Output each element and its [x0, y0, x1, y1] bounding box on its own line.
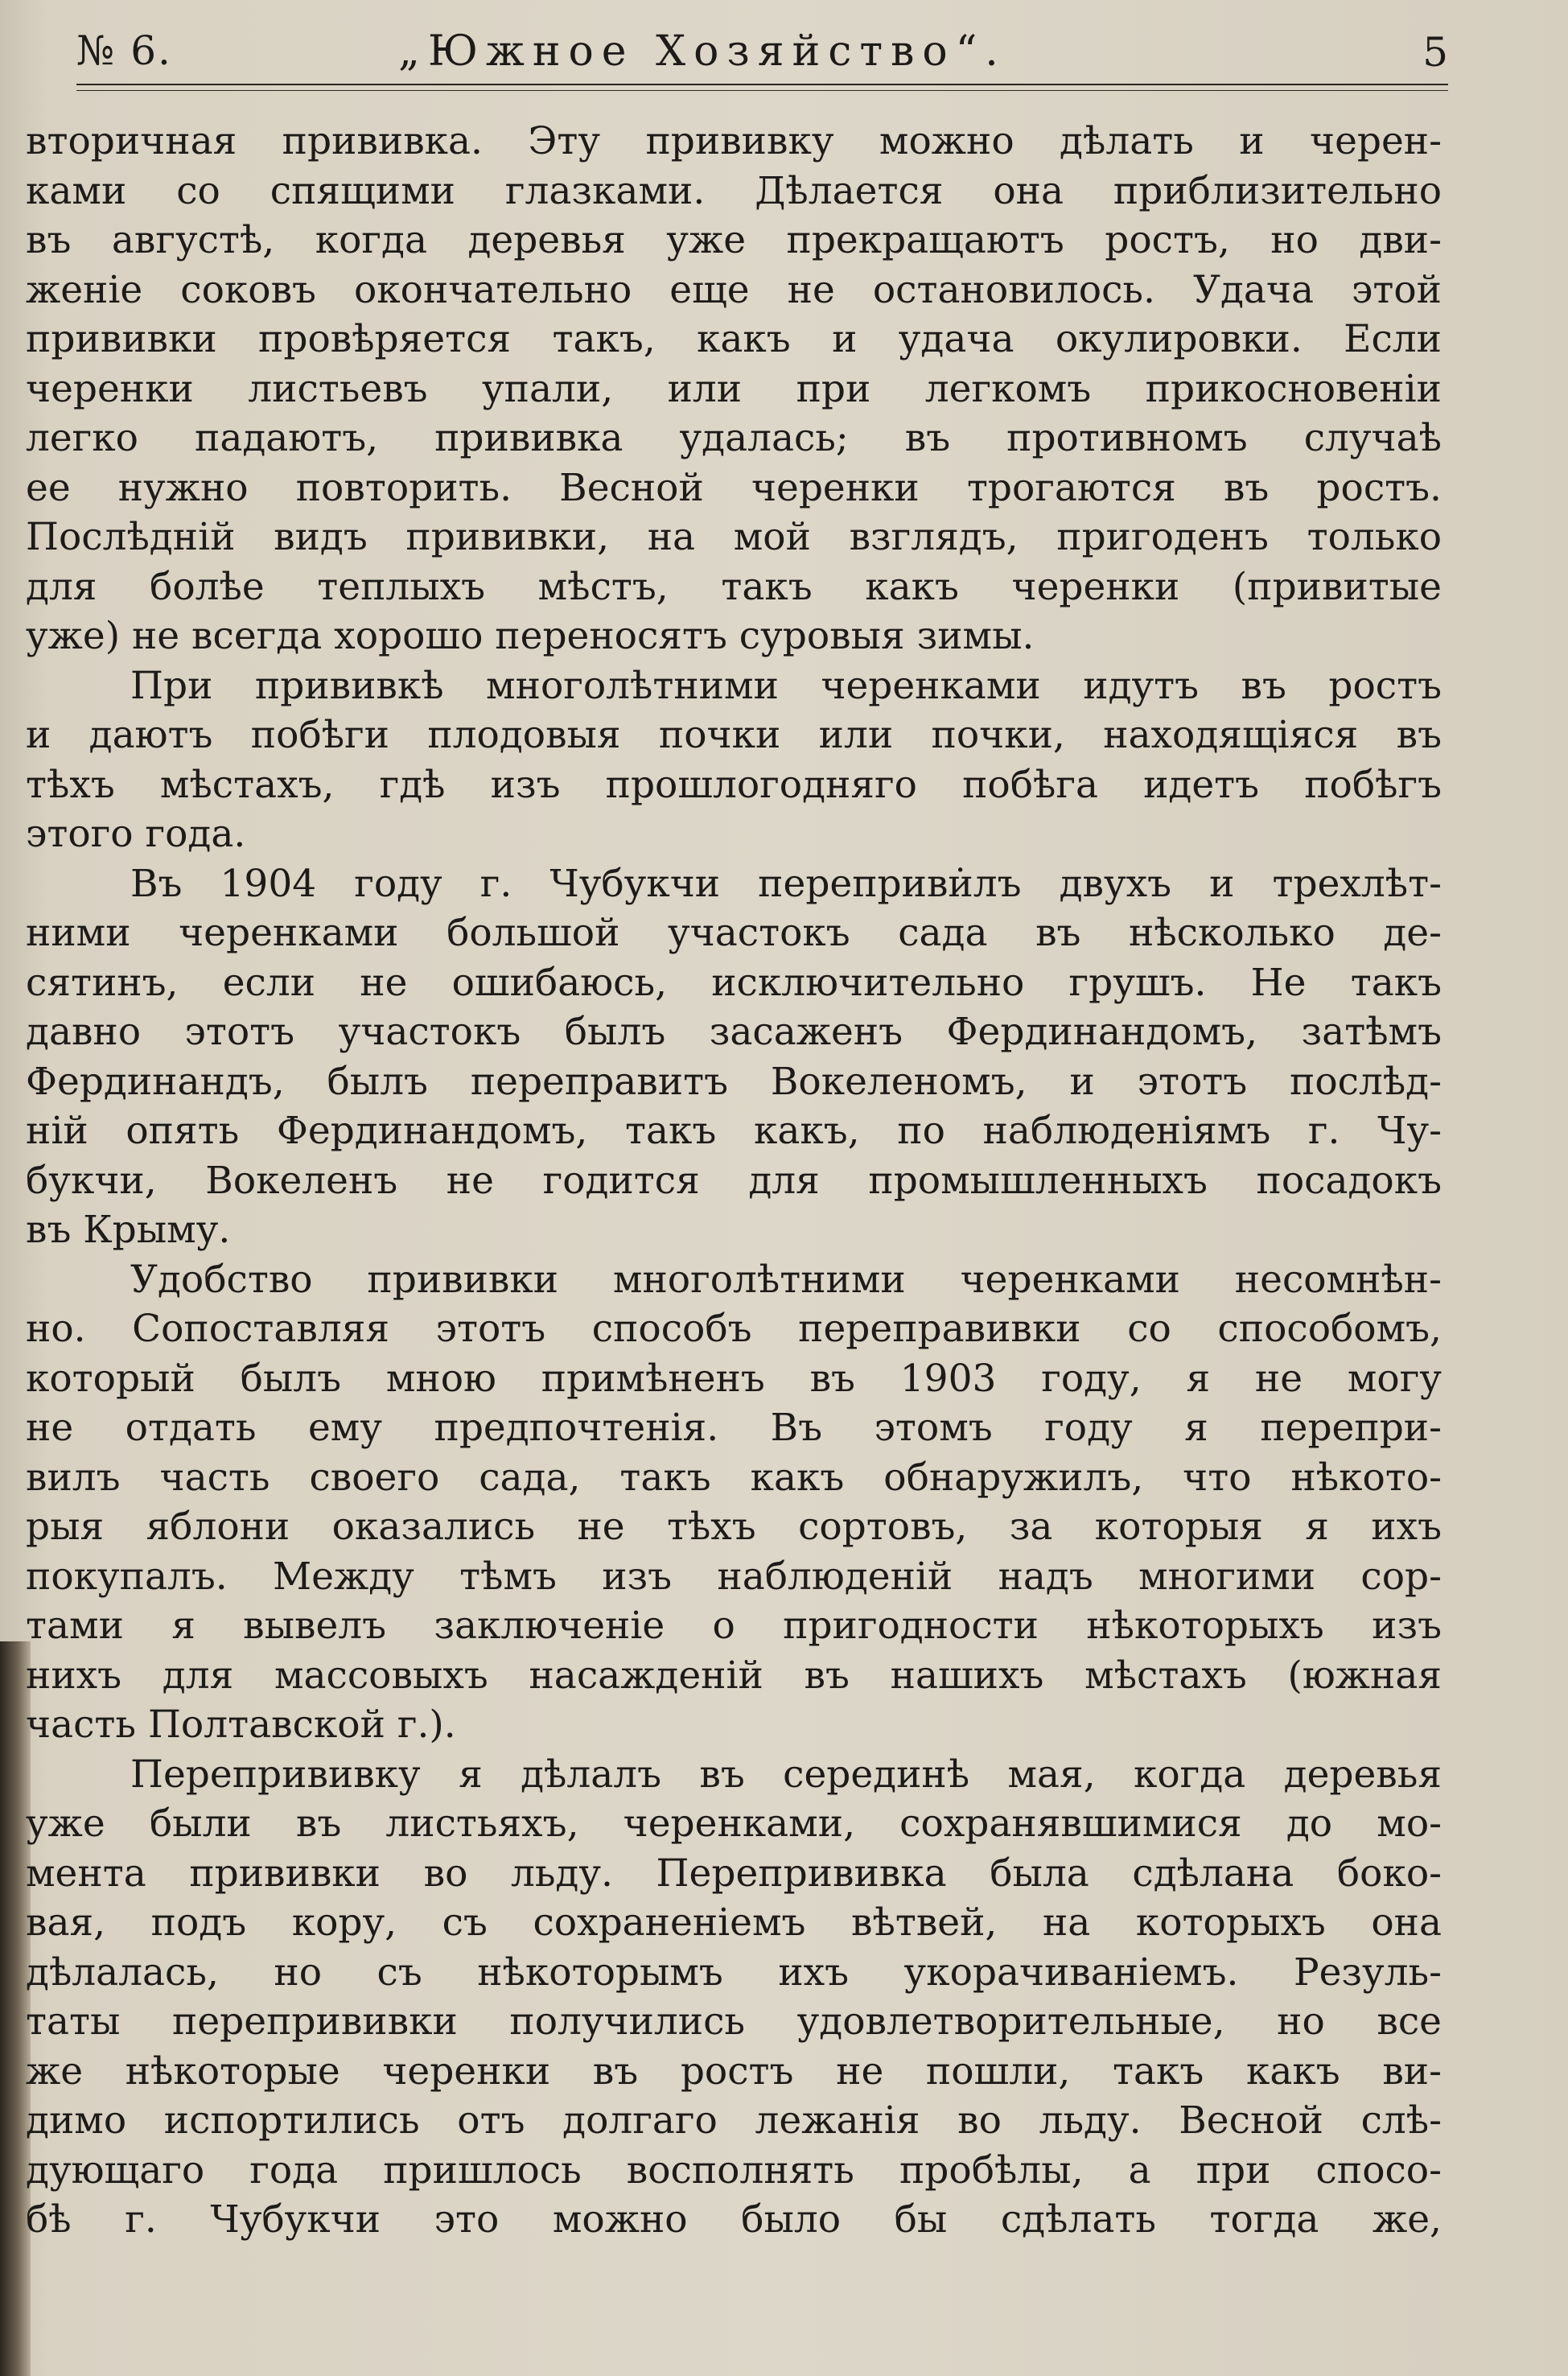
text-line: этого года.: [26, 812, 246, 856]
paragraph-first-line: Перепрививку я дѣлалъ въ серединѣ мая, когда деревья: [130, 1752, 1442, 1797]
text-line: легко падаютъ, прививка удалась; въ противномъ случаѣ: [26, 416, 1442, 460]
paragraph-first-line: Удобство прививки многолѣтними черенками несомнѣн-: [130, 1257, 1442, 1302]
journal-title: „Южное Хозяйство“.: [398, 27, 1006, 76]
text-line: не отдать ему предпочтенія. Въ этомъ году я перепри-: [26, 1406, 1442, 1450]
header-rule: [76, 84, 1448, 85]
header-rule-thin: [76, 90, 1448, 91]
issue-number: № 6.: [76, 27, 172, 74]
text-line: вторичная прививка. Эту прививку можно дѣлать и черен-: [26, 119, 1442, 163]
article-body: [26, 117, 1442, 2245]
text-line: Фердинандъ, былъ переправитъ Вокеленомъ, и этотъ послѣд-: [26, 1059, 1442, 1104]
text-line: который былъ мною примѣненъ въ 1903 году, я не могу: [26, 1356, 1442, 1401]
text-line: ее нужно повторить. Весной черенки трогаются въ ростъ.: [26, 465, 1442, 510]
text-line: дующаго года пришлось восполнять пробѣлы, а при спосо-: [26, 2147, 1442, 2193]
text-line: таты перепрививки получились удовлетворительные, но все: [26, 1999, 1442, 2044]
text-line: Послѣдній видъ прививки, на мой взглядъ, пригоденъ только: [26, 515, 1442, 559]
text-line: женіе соковъ окончательно еще не остановилось. Удача этой: [26, 267, 1442, 312]
text-line: тѣхъ мѣстахъ, гдѣ изъ прошлогодняго побѣга идетъ побѣгъ: [26, 762, 1442, 807]
running-header: [76, 23, 1448, 87]
text-line: но. Сопоставляя этотъ способъ переправивки со способомъ,: [26, 1307, 1442, 1351]
text-line: черенки листьевъ упали, или при легкомъ прикосновеніи: [26, 366, 1442, 411]
text-line: уже) не всегда хорошо переносятъ суровыя зимы.: [26, 614, 1035, 658]
text-line: давно этотъ участокъ былъ засаженъ Фердинандомъ, затѣмъ: [26, 1010, 1442, 1054]
text-line: вилъ часть своего сада, такъ какъ обнаружилъ, что нѣкото-: [26, 1455, 1442, 1500]
text-line: мента прививки во льду. Перепрививка была сдѣлана боко-: [26, 1851, 1442, 1896]
page-number: 5: [1422, 29, 1448, 76]
text-line: ній опять Фердинандомъ, такъ какъ, по наблюденіямъ г. Чу-: [26, 1109, 1442, 1153]
text-line: же нѣкоторые черенки въ ростъ не пошли, такъ какъ ви-: [26, 2049, 1442, 2094]
text-line: дѣлалась, но съ нѣкоторымъ ихъ укорачиваніемъ. Резуль-: [26, 1950, 1442, 1995]
text-line: тами я вывелъ заключеніе о пригодности нѣкоторыхъ изъ: [26, 1604, 1442, 1648]
text-line: димо испортились отъ долгаго лежанія во льду. Весной слѣ-: [26, 2098, 1442, 2143]
text-line: бѣ г. Чубукчи это можно было бы сдѣлать тогда же,: [26, 2197, 1442, 2242]
text-line: для болѣе теплыхъ мѣстъ, такъ какъ черенки (привитые: [26, 564, 1442, 609]
text-line: нихъ для массовыхъ насажденій въ нашихъ мѣстахъ (южная: [26, 1653, 1442, 1698]
text-line: ними черенками большой участокъ сада въ нѣсколько де-: [26, 911, 1442, 955]
paragraph-first-line: Въ 1904 году г. Чубукчи переприви̇лъ двухъ и трехлѣт-: [130, 861, 1442, 906]
text-line: часть Полтавской г.).: [26, 1703, 456, 1747]
text-line: уже были въ листьяхъ, черенками, сохранявшимися до мо-: [26, 1802, 1442, 1846]
text-line: букчи, Вокеленъ не годится для промышленныхъ посадокъ: [26, 1158, 1442, 1203]
text-line: прививки провѣряется такъ, какъ и удача окулировки. Если: [26, 317, 1442, 361]
paragraph-first-line: При прививкѣ многолѣтними черенками идутъ въ ростъ: [130, 663, 1442, 708]
text-line: вая, подъ кору, съ сохраненіемъ вѣтвей, на которыхъ она: [26, 1900, 1442, 1945]
text-line: сятинъ, если не ошибаюсь, исключительно грушъ. Не такъ: [26, 960, 1442, 1005]
text-line: и даютъ побѣги плодовыя почки или почки, находящіяся въ: [26, 713, 1442, 757]
text-line: въ августѣ, когда деревья уже прекращаютъ ростъ, но дви-: [26, 218, 1442, 262]
text-line: покупалъ. Между тѣмъ изъ наблюденій надъ многими сор-: [26, 1554, 1442, 1599]
text-line: въ Крыму.: [26, 1208, 231, 1252]
text-line: рыя яблони оказались не тѣхъ сортовъ, за которыя я ихъ: [26, 1505, 1442, 1549]
text-line: ками со спящими глазками. Дѣлается она приблизительно: [26, 168, 1442, 213]
